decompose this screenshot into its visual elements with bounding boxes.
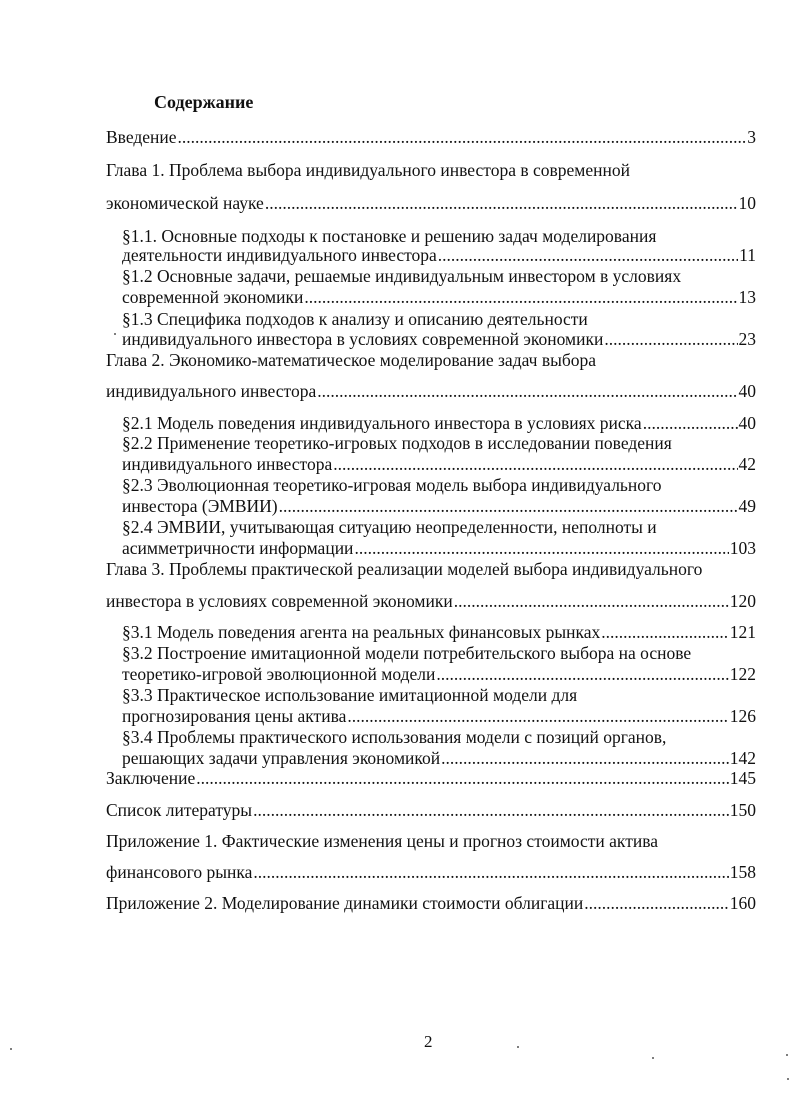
- toc-entry-3-2: [122, 664, 756, 685]
- toc-page-number: 160: [729, 893, 756, 913]
- scan-speck: [10, 1048, 12, 1050]
- leader-dots: [643, 413, 738, 434]
- toc-entry-3-4: [122, 748, 756, 769]
- scan-speck: [114, 333, 116, 335]
- toc-entry-title: индивидуального инвестора: [122, 454, 333, 474]
- toc-entry-title: экономической науке: [106, 193, 264, 213]
- toc-page-number: 150: [729, 800, 756, 820]
- leader-dots: [604, 329, 737, 350]
- toc-entry-title: современной экономики: [122, 287, 304, 307]
- toc-page-number: 23: [738, 329, 756, 349]
- toc-page-number: 142: [729, 748, 756, 768]
- toc-page-number: 122: [729, 664, 756, 684]
- toc-entry-2-2: [122, 454, 756, 475]
- toc-entry-title: асимметричности информации: [122, 538, 354, 558]
- toc-entry-title: §2.1 Модель поведения индивидуального инвестора в условиях риска: [122, 413, 642, 433]
- toc-entry-title: индивидуального инвестора: [106, 381, 317, 401]
- toc-entry-2-3: [122, 496, 756, 517]
- toc-entry-chapter-2-title: Глава 2. Экономико-математическое моделирование задач выбора: [106, 350, 597, 370]
- toc-entry-title: §3.1 Модель поведения агента на реальных финансовых рынках: [122, 622, 601, 642]
- toc-entry-1-3: [122, 329, 756, 350]
- toc-entry-3-4-title: §3.4 Проблемы практического использования модели с позиций органов,: [122, 727, 667, 747]
- leader-dots: [253, 800, 729, 821]
- scan-speck: [787, 1078, 789, 1080]
- toc-entry-title: деятельности индивидуального инвестора: [122, 245, 437, 265]
- toc-page-number: 103: [729, 538, 756, 558]
- leader-dots: [178, 127, 747, 148]
- toc-entry-2-3-title: §2.3 Эволюционная теоретико-игровая модель выбора индивидуального: [122, 475, 662, 495]
- toc-entry-3-3-title: §3.3 Практическое использование имитационной модели для: [122, 685, 578, 705]
- toc-page-number: 11: [739, 245, 756, 265]
- toc-entry-appendix-2: [106, 893, 756, 914]
- toc-entry-1-2-title: §1.2 Основные задачи, решаемые индивидуальным инвестором в условиях: [122, 266, 682, 286]
- leader-dots: [441, 748, 729, 769]
- leader-dots: [584, 893, 728, 914]
- toc-entry-appendix-1: [106, 862, 756, 883]
- toc-page-number: 158: [729, 862, 756, 882]
- toc-entry-chapter-2: [106, 381, 756, 402]
- leader-dots: [265, 193, 738, 214]
- leader-dots: [317, 381, 737, 402]
- toc-entry-title: Заключение: [106, 768, 196, 788]
- toc-page-number: 13: [738, 287, 756, 307]
- toc-entry-title: финансового рынка: [106, 862, 253, 882]
- toc-entry-2-4: [122, 538, 756, 559]
- toc-entry-3-3: [122, 706, 756, 727]
- toc-page-number: 42: [738, 454, 756, 474]
- leader-dots: [601, 622, 729, 643]
- toc-entry-2-1: [122, 413, 756, 434]
- leader-dots: [347, 706, 728, 727]
- toc-page-number: 120: [729, 591, 756, 611]
- toc-entry-chapter-1: [106, 193, 756, 214]
- toc-entry-title: инвестора (ЭМВИИ): [122, 496, 278, 516]
- toc-page-number: 121: [729, 622, 756, 642]
- page-number: 2: [424, 1032, 433, 1051]
- toc-entry-1-3-title: §1.3 Специфика подходов к анализу и описанию деятельности: [122, 309, 588, 329]
- leader-dots: [304, 287, 737, 308]
- leader-dots: [196, 768, 729, 789]
- leader-dots: [333, 454, 737, 475]
- toc-entry-title: теоретико-игровой эволюционной модели: [122, 664, 436, 684]
- toc-page-number: 126: [729, 706, 756, 726]
- toc-entry-appendix-1-title: Приложение 1. Фактические изменения цены и прогноз стоимости актива: [106, 831, 659, 851]
- toc-entry-title: инвестора в условиях современной экономики: [106, 591, 453, 611]
- toc-entry-title: решающих задачи управления экономикой: [122, 748, 441, 768]
- toc-entry-intro: [106, 127, 756, 148]
- toc-entry-chapter-1-title: Глава 1. Проблема выбора индивидуального инвестора в современной: [106, 160, 630, 180]
- toc-entry-references: [106, 800, 756, 821]
- toc-entry-conclusion: [106, 768, 756, 789]
- scan-speck: [786, 1054, 788, 1056]
- toc-entry-title: индивидуального инвестора в условиях современной экономики: [122, 329, 604, 349]
- leader-dots: [279, 496, 738, 517]
- leader-dots: [436, 664, 728, 685]
- toc-entry-3-2-title: §3.2 Построение имитационной модели потребительского выбора на основе: [122, 643, 692, 663]
- toc-entry-title: Введение: [106, 127, 177, 147]
- toc-entry-2-2-title: §2.2 Применение теоретико-игровых подходов в исследовании поведения: [122, 433, 672, 453]
- leader-dots: [354, 538, 728, 559]
- leader-dots: [253, 862, 728, 883]
- leader-dots: [454, 591, 729, 612]
- toc-page-number: 49: [738, 496, 756, 516]
- toc-entry-1-1: [122, 245, 756, 266]
- page-title: Содержание: [154, 92, 254, 112]
- toc-page-number: 40: [738, 381, 756, 401]
- toc-entry-1-2: [122, 287, 756, 308]
- toc-page-number: 145: [729, 768, 756, 788]
- toc-entry-3-1: [122, 622, 756, 643]
- toc-page-number: 3: [747, 127, 756, 147]
- toc-entry-title: прогнозирования цены актива: [122, 706, 347, 726]
- leader-dots: [438, 245, 738, 266]
- toc-entry-chapter-3: [106, 591, 756, 612]
- scan-speck: [517, 1046, 519, 1048]
- toc-page-number: 40: [738, 413, 756, 433]
- toc-entry-chapter-3-title: Глава 3. Проблемы практической реализации моделей выбора индивидуального: [106, 559, 703, 579]
- toc-entry-title: Список литературы: [106, 800, 253, 820]
- toc-entry-title: Приложение 2. Моделирование динамики стоимости облигации: [106, 893, 584, 913]
- toc-page-number: 10: [738, 193, 756, 213]
- scan-speck: [652, 1057, 654, 1059]
- toc-entry-1-1-title: §1.1. Основные подходы к постановке и решению задач моделирования: [122, 226, 657, 246]
- toc-entry-2-4-title: §2.4 ЭМВИИ, учитывающая ситуацию неопределенности, неполноты и: [122, 517, 657, 537]
